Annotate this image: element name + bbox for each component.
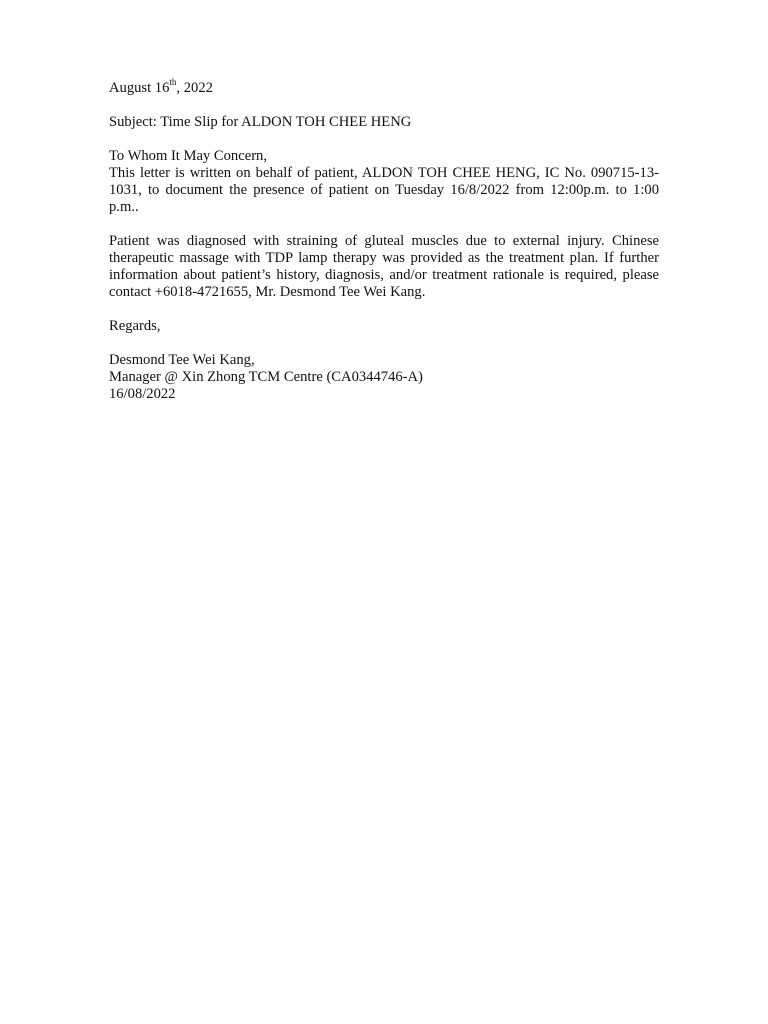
spacer [109, 301, 659, 318]
spacer [109, 97, 659, 114]
signatory-title: Manager @ Xin Zhong TCM Centre (CA0344746-A) [109, 369, 423, 385]
signature-date: 16/08/2022 [109, 386, 176, 402]
date-month-day: August 16 [109, 80, 170, 96]
date-year: , 2022 [176, 80, 213, 96]
date-ordinal-suffix: th [169, 77, 177, 88]
letter-page [109, 77, 659, 403]
spacer [109, 335, 659, 352]
closing: Regards, [109, 318, 161, 334]
spacer [109, 216, 659, 233]
spacer [109, 131, 659, 148]
signatory-name: Desmond Tee Wei Kang, [109, 352, 255, 368]
letter-date [109, 77, 659, 97]
subject-line: Subject: Time Slip for ALDON TOH CHEE HENG [109, 114, 412, 130]
body-paragraph-presence: This letter is written on behalf of patient, ALDON TOH CHEE HENG, IC No. 090715-13-1031, to document the presence of patient on Tuesday 16/8/2022 from 12:00p.m. to 1:00 p.m.. [109, 165, 659, 215]
salutation: To Whom It May Concern, [109, 148, 267, 164]
body-paragraph-diagnosis: Patient was diagnosed with straining of gluteal muscles due to external injury. Chinese therapeutic massage with TDP lamp therapy was provided as the treatment plan. If further information about patient’s history, diagnosis, and/or treatment rationale is required, please contact +6018-4721655, Mr. Desmond Tee Wei Kang. [109, 233, 659, 300]
